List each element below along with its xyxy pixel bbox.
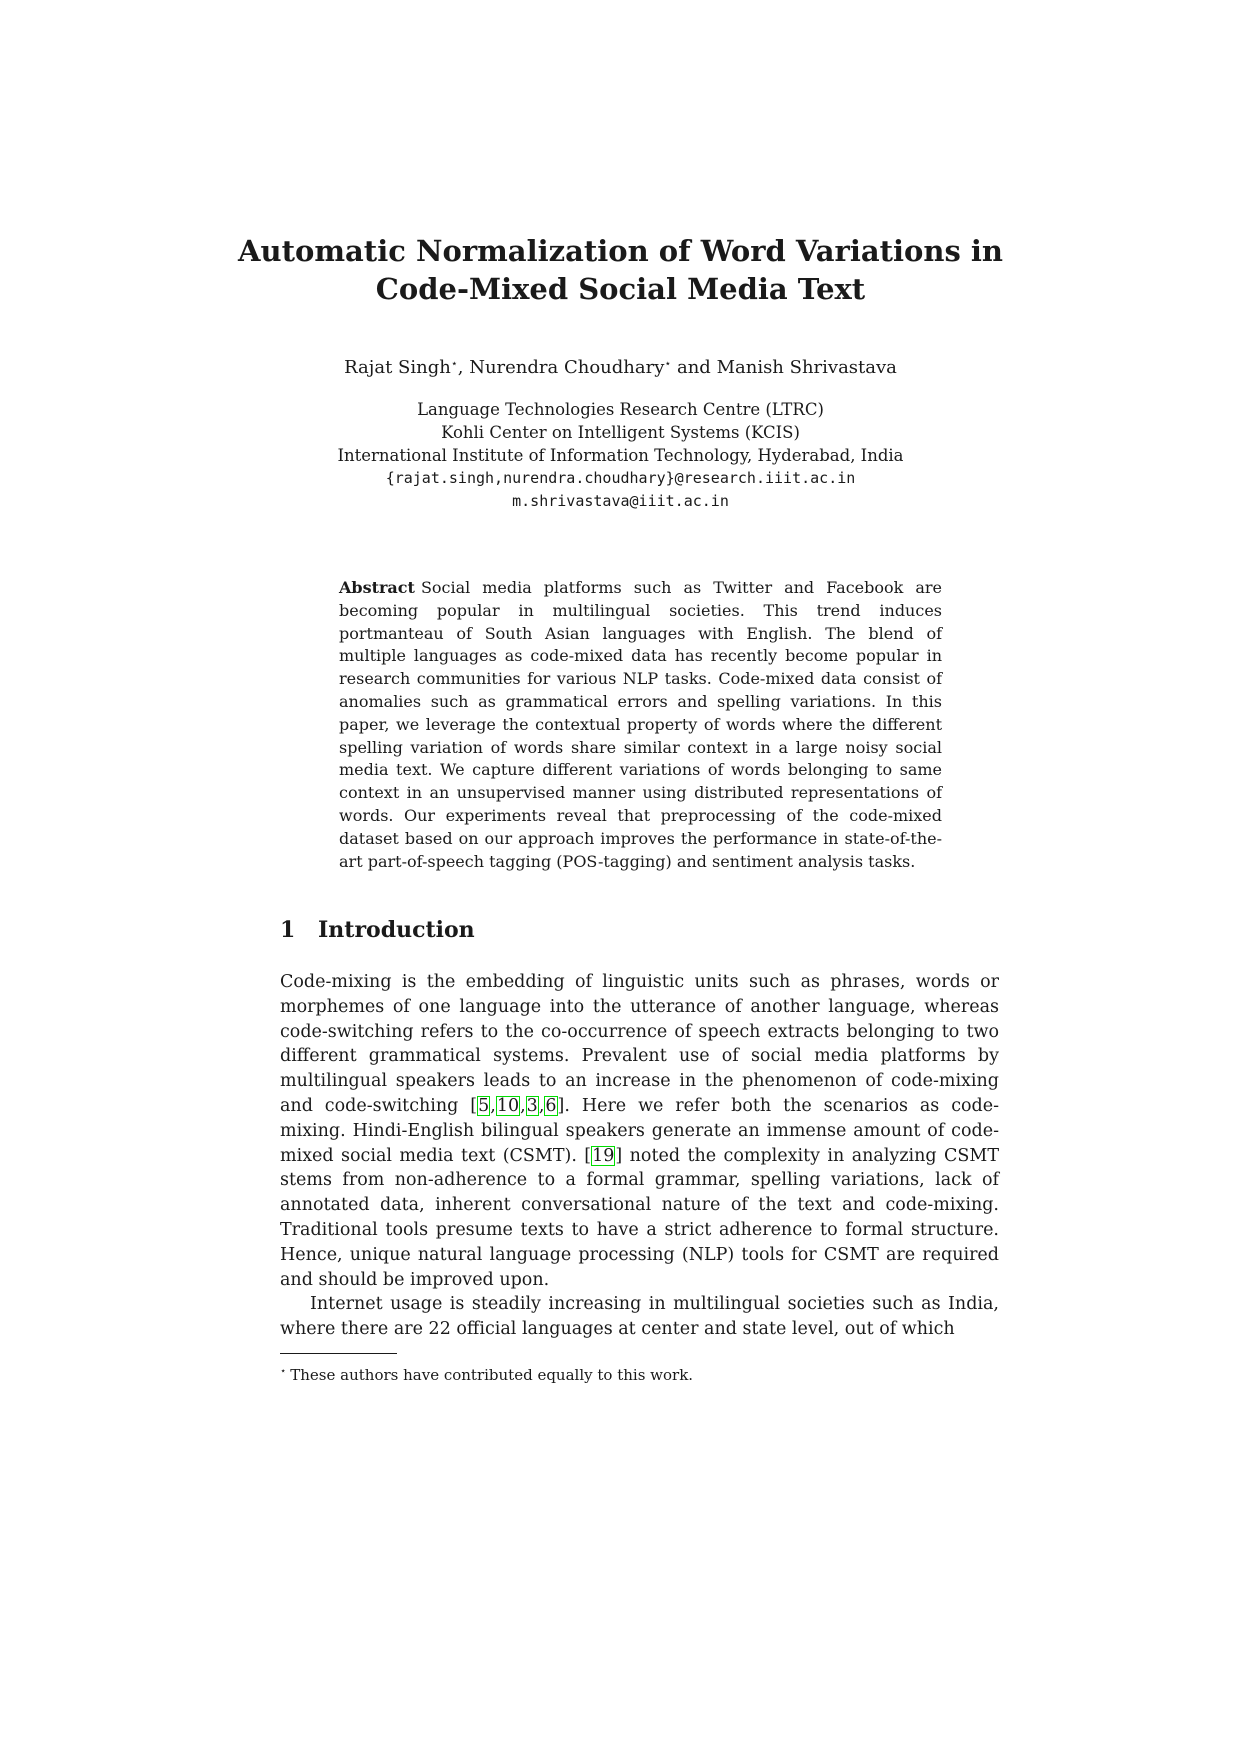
paragraph-text: ]. Here we refer both the scenarios as code-mixing. Hindi-English bilingual speakers generate an immense amount of code-mixed social media text (CSMT). [ bbox=[280, 1095, 1000, 1166]
citation-link[interactable]: 10 bbox=[496, 1095, 520, 1116]
abstract bbox=[339, 577, 942, 873]
abstract-text: Social media platforms such as Twitter and Facebook are becoming popular in multilingual societies. This trend induces portmanteau of South Asian languages with English. The blend of multiple languages as code-mixed data has recently become popular in research communities for various NLP tasks. Code-mixed data consist of anomalies such as grammatical errors and spelling variations. In this paper, we leverage the contextual property of words where the different spelling variation of words share similar context in a large noisy social media text. We capture different variations of words belonging to same context in an unsupervised manner using distributed representations of words. Our experiments reveal that preprocessing of the code-mixed dataset based on our approach improves the performance in state-of-the-art part-of-speech tagging (POS-tagging) and sentiment analysis tasks. bbox=[339, 578, 942, 871]
equal-contribution-mark: ⋆ bbox=[450, 357, 458, 370]
footnote-rule bbox=[280, 1353, 397, 1354]
author-email: m.shrivastava@iiit.ac.in bbox=[512, 492, 729, 510]
affiliation-line: Kohli Center on Intelligent Systems (KCIS) bbox=[441, 423, 800, 442]
paragraph: Internet usage is steadily increasing in multilingual societies such as India, where there are 22 official languages at center and state level, out of which bbox=[280, 1294, 999, 1340]
equal-contribution-mark: ⋆ bbox=[664, 357, 672, 370]
footnote-mark: ⋆ bbox=[280, 1366, 287, 1377]
paragraph-text: Code-mixing is the embedding of linguistic units such as phrases, words or morphemes of one language into the utterance of another language, whereas code-switching refers to the co-occurrence of speech extracts belonging to two different grammatical systems. Prevalent use of social media platforms by multilingual speakers leads to an increase in the phenomenon of code-mixing and code-switching [ bbox=[280, 972, 999, 1116]
author-3: Manish Shrivastava bbox=[716, 357, 897, 378]
author-separator: , bbox=[457, 357, 470, 378]
footnote-text: These authors have contributed equally to this work. bbox=[290, 1366, 694, 1384]
author-separator: and bbox=[671, 357, 717, 378]
section-heading bbox=[280, 915, 475, 945]
citation-link[interactable]: 19 bbox=[592, 1145, 615, 1166]
footnote bbox=[280, 1362, 693, 1385]
author-list bbox=[0, 356, 1241, 380]
author-email: {rajat.singh,nurendra.choudhary}@research.iiit.ac.in bbox=[385, 469, 856, 487]
author-2: Nurendra Choudhary bbox=[469, 357, 665, 378]
paragraph-text: ] noted the complexity in analyzing CSMT stems from non-adherence to a formal grammar, spelling variations, lack of annotated data, inherent conversational nature of the text and code-mixing. Traditional tools presume texts to have a strict adherence to formal structure. Hence, unique natural language processing (NLP) tools for CSMT are required and should be improved upon. bbox=[280, 1145, 999, 1290]
affiliation-block bbox=[0, 398, 1241, 513]
abstract-label: Abstract bbox=[339, 578, 415, 597]
section-title: Introduction bbox=[318, 917, 475, 943]
citation-link[interactable]: 6 bbox=[545, 1095, 557, 1116]
paragraph: Code-mixing is the embedding of linguistic units such as phrases, words or morphemes of one language into the utterance of another language, whereas code-switching refers to the co-occurrence of speech extracts belonging to two different grammatical systems. Prevalent use of social media platforms by multilingual speakers leads to an increase in the phenomenon of code-mixing and code-switching [5,10,3,6]. Here we refer both the scenarios as code-mixing. Hindi-English bilingual speakers generate an immense amount of code-mixed social media text (CSMT). [19] noted the complexity in analyzing CSMT stems from non-adherence to a formal grammar, spelling variations, lack of annotated data, inherent conversational nature of the text and code-mixing. Traditional tools presume texts to have a strict adherence to formal structure. Hence, unique natural language processing (NLP) tools for CSMT are required and should be improved upon. bbox=[280, 972, 1000, 1290]
affiliation-line: Language Technologies Research Centre (LTRC) bbox=[417, 400, 824, 419]
body-text bbox=[280, 970, 999, 1342]
affiliation-line: International Institute of Information Technology, Hyderabad, India bbox=[337, 446, 904, 465]
citation-link[interactable]: 3 bbox=[526, 1095, 538, 1116]
author-1: Rajat Singh bbox=[344, 357, 451, 378]
citation-link[interactable]: 5 bbox=[478, 1095, 490, 1116]
title-line-2: Code-Mixed Social Media Text bbox=[375, 272, 866, 306]
title-line-1: Automatic Normalization of Word Variations in bbox=[238, 234, 1003, 268]
paper-title bbox=[0, 232, 1241, 308]
section-number: 1 bbox=[280, 917, 296, 943]
